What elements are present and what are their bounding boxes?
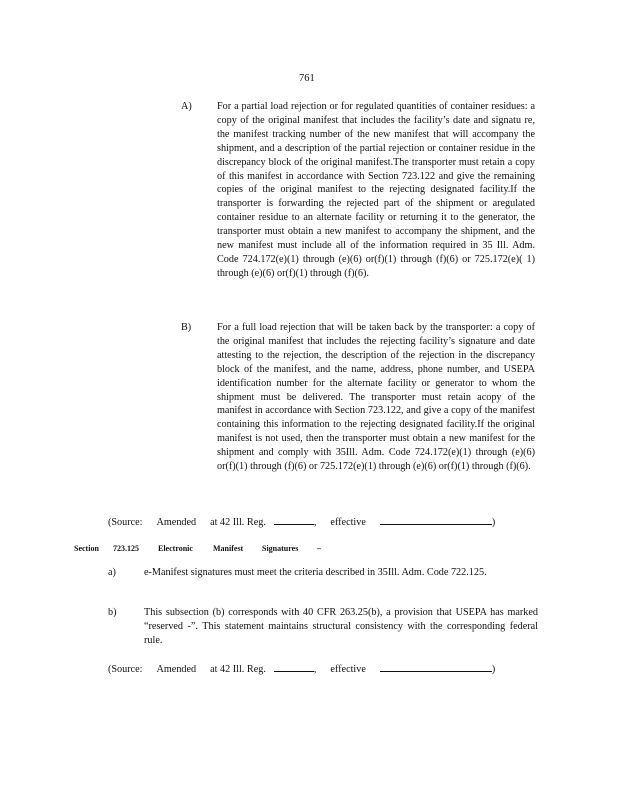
source-open: (Source: (108, 664, 143, 675)
effective-date-blank (380, 514, 492, 525)
section-heading (74, 542, 321, 556)
source-note: (Source: Amended at 42 Ill. Reg. , effective ) (108, 661, 495, 677)
effective-date-blank (380, 661, 492, 672)
section-title-word: Signatures (262, 544, 299, 553)
source-register: at 42 Ill. Reg. (210, 517, 266, 528)
list-item-marker: A) (181, 101, 192, 112)
list-item-text: For a partial load rejection or for regulated quantities of container residues: a copy of the original manifest that includes the facility’s date and signatu re, the manifest tracking number of the new manifest that will accompany the shipment, and a description of the partial rejection or container residue in the discrepancy block of the original manifest.The transporter must retain a copy of this manifest in accordance with Section 723.122 and give the remaining copies of the original manifest to the rejecting designated facility.If the transporter is forwarding the rejected part of the shipment or aregulated container residue to an alternate facility or returning it to the generator, the transporter must obtain a new manifest to accompany the shipment, and the new manifest must include all of the information required in 35 Ill. Adm. Code 724.172(e)(1) through (e)(6) or(f)(1) through (f)(6) or 725.172(e)( 1) through (e)(6) or(f)(1) through (f)(6). (217, 101, 535, 279)
section-title-word: Manifest (213, 544, 244, 553)
list-item-marker: B) (181, 322, 192, 333)
register-page-blank (274, 661, 314, 672)
subsection-text: e-Manifest signatures must meet the criteria described in 35Ill. Adm. Code 722.125. (144, 567, 487, 578)
source-note: (Source: Amended at 42 Ill. Reg. , effective ) (108, 514, 495, 530)
subsection-marker: b) (108, 607, 117, 618)
subsection-text: This subsection (b) corresponds with 40 CFR 263.25(b), a provision that USEPA has marked “reserved -”. This statement maintains structural consistency with the corresponding federal rule. (144, 607, 538, 646)
source-amended: Amended (156, 664, 197, 675)
source-effective: effective (330, 517, 366, 528)
source-effective: effective (330, 664, 366, 675)
subsection-marker: a) (108, 567, 116, 578)
register-page-blank (274, 514, 314, 525)
section-dash: – (317, 544, 321, 553)
source-register: at 42 Ill. Reg. (210, 664, 266, 675)
section-number: 723.125 (113, 544, 139, 553)
section-title-word: Electronic (158, 544, 193, 553)
list-item-text: For a full load rejection that will be taken back by the transporter: a copy of the original manifest that includes the rejecting facility’s signature and date attesting to the rejection, the description of the rejection in the discrepancy block of the manifest, and the name, address, phone number, and USEPA identification number for the alternate facility or generator to whom the shipment must be delivered. The transporter must retain acopy of the manifest in accordance with Section 723.122, and give a copy of the manifest containing this information to the rejecting designated facility.If the original manifest is not used, then the transporter must obtain a new manifest for the shipment and comply with 35Ill. Adm. Code 724.172(e)(1) through (e)(6) or(f)(1) through (f)(6) or 725.172(e)(1) through (e)(6) or(f)(1) through (f)(6). (217, 322, 535, 473)
section-label: Section (74, 544, 99, 553)
source-amended: Amended (156, 517, 197, 528)
page-number: 761 (299, 73, 315, 84)
source-open: (Source: (108, 517, 143, 528)
